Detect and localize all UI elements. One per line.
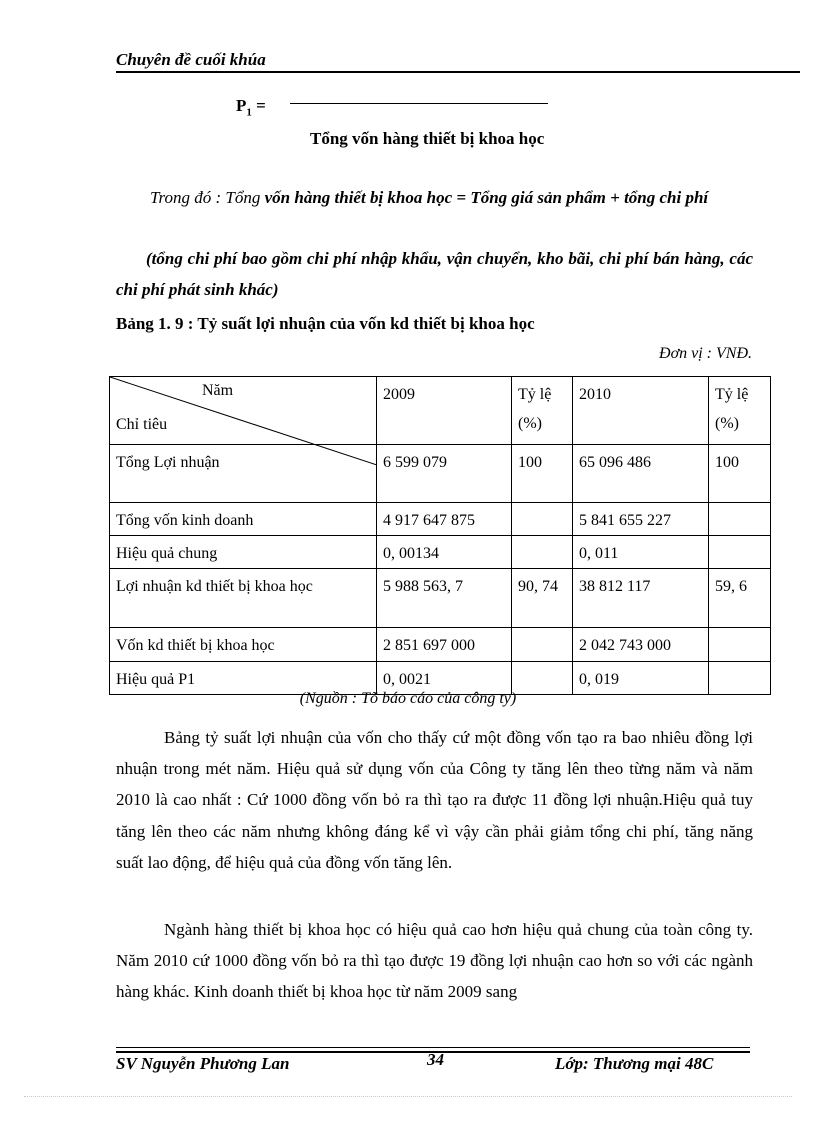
- body-paragraph-1: Bảng tỷ suất lợi nhuận của vốn cho thấy cứ một đồng vốn tạo ra bao nhiêu đồng lợi nhuận trong mét năm. Hiệu quả sử dụng vốn của Công ty tăng lên theo từng năm và năm 2010 là cao nhất : Cứ 1000 đồng vốn bỏ ra thì tạo ra được 11 đồng lợi nhuận.Hiệu quả tuy tăng lên theo các năm nhưng không đáng kể vì vậy cần phải giảm tổng chi phí, tăng năng suất lao động, để hiệu quả của đồng vốn tăng lên.: [116, 728, 753, 872]
- row-ratio-2009: [512, 628, 573, 662]
- row-label: Lợi nhuận kd thiết bị khoa học: [110, 569, 377, 628]
- row-label: Hiệu quả P1: [110, 662, 377, 695]
- row-value-2009: 2 851 697 000: [377, 628, 512, 662]
- formula-label-main: P: [236, 96, 247, 115]
- row-value-2009: 6 599 079: [377, 445, 512, 503]
- row-value-2009: 4 917 647 875: [377, 503, 512, 536]
- row-value-2009: 0, 0021: [377, 662, 512, 695]
- paragraph-definition-lead: Trong đó : Tổng: [150, 188, 265, 207]
- table-header-row: [110, 377, 771, 445]
- row-ratio-2009: 100: [512, 445, 573, 503]
- table-caption: Bảng 1. 9 : Tỷ suất lợi nhuận của vốn kd thiết bị khoa học: [116, 314, 535, 333]
- header-diagonal-cell: [110, 377, 377, 445]
- paragraph-definition-rest: vốn hàng thiết bị khoa học = Tổng giá sản phẩm + tổng chi phí: [264, 188, 709, 207]
- formula-label-eq: =: [251, 96, 266, 115]
- row-ratio-2009: [512, 536, 573, 569]
- row-ratio-2009: [512, 503, 573, 536]
- row-ratio-2009: 90, 74: [512, 569, 573, 628]
- header-ratio-2009: Tỷ lệ (%): [512, 377, 573, 445]
- table-row: [110, 503, 771, 536]
- row-label: Tổng vốn kinh doanh: [110, 503, 377, 536]
- header-divider: [116, 71, 800, 73]
- row-value-2009: 5 988 563, 7: [377, 569, 512, 628]
- row-value-2010: 0, 011: [573, 536, 709, 569]
- row-ratio-2010: [709, 503, 771, 536]
- formula-fraction-line: [290, 103, 548, 104]
- table-row: [110, 628, 771, 662]
- row-value-2010: 0, 019: [573, 662, 709, 695]
- row-value-2010: 38 812 117: [573, 569, 709, 628]
- formula-label-sub: 1: [246, 106, 252, 119]
- row-ratio-2010: 59, 6: [709, 569, 771, 628]
- page-number: 34: [427, 1050, 444, 1069]
- header-indicator-label: Chỉ tiêu: [116, 416, 168, 433]
- unit-label: Đơn vị : VNĐ.: [659, 345, 752, 362]
- header-2010: 2010: [573, 377, 709, 445]
- formula-denominator: Tổng vốn hàng thiết bị khoa học: [310, 129, 545, 148]
- header-title: Chuyên đề cuối khúa: [116, 50, 266, 69]
- footer-student: SV Nguyễn Phương Lan: [116, 1054, 290, 1073]
- paragraph-definition: [116, 182, 753, 213]
- row-label: Hiệu quả chung: [110, 536, 377, 569]
- row-value-2010: 5 841 655 227: [573, 503, 709, 536]
- row-ratio-2010: [709, 536, 771, 569]
- table-row: [110, 536, 771, 569]
- footer-divider-thin: [116, 1047, 750, 1048]
- row-value-2010: 2 042 743 000: [573, 628, 709, 662]
- table-row: [110, 569, 771, 628]
- body-paragraph-2: Ngành hàng thiết bị khoa học có hiệu quả cao hơn hiệu quả chung của toàn công ty. Năm 2010 cứ 1000 đồng vốn bỏ ra thì tạo được 19 đồng lợi nhuận cao hơn so với các ngành hàng khác. Kinh doanh thiết bị khoa học từ năm 2009 sang: [116, 920, 753, 1002]
- formula-label: [236, 96, 266, 118]
- header-year-label: Năm: [202, 382, 234, 399]
- footer-class: Lớp: Thương mại 48C: [555, 1054, 714, 1073]
- row-label: Tổng Lợi nhuận: [110, 445, 377, 503]
- header-ratio-2010: Tỷ lệ (%): [709, 377, 771, 445]
- header-2009: 2009: [377, 377, 512, 445]
- row-ratio-2010: [709, 628, 771, 662]
- row-ratio-2010: 100: [709, 445, 771, 503]
- row-label: Vốn kd thiết bị khoa học: [110, 628, 377, 662]
- page-bottom-border: [24, 1096, 792, 1097]
- row-value-2009: 0, 00134: [377, 536, 512, 569]
- profit-ratio-table: [109, 376, 771, 695]
- row-value-2010: 65 096 486: [573, 445, 709, 503]
- table-source: (Nguồn : Tõ báo cáo của công ty): [299, 690, 517, 707]
- paragraph-cost-note: (tổng chi phí bao gồm chi phí nhập khẩu, vận chuyển, kho bãi, chi phí bán hàng, các chi phí phát sinh khác): [116, 249, 753, 299]
